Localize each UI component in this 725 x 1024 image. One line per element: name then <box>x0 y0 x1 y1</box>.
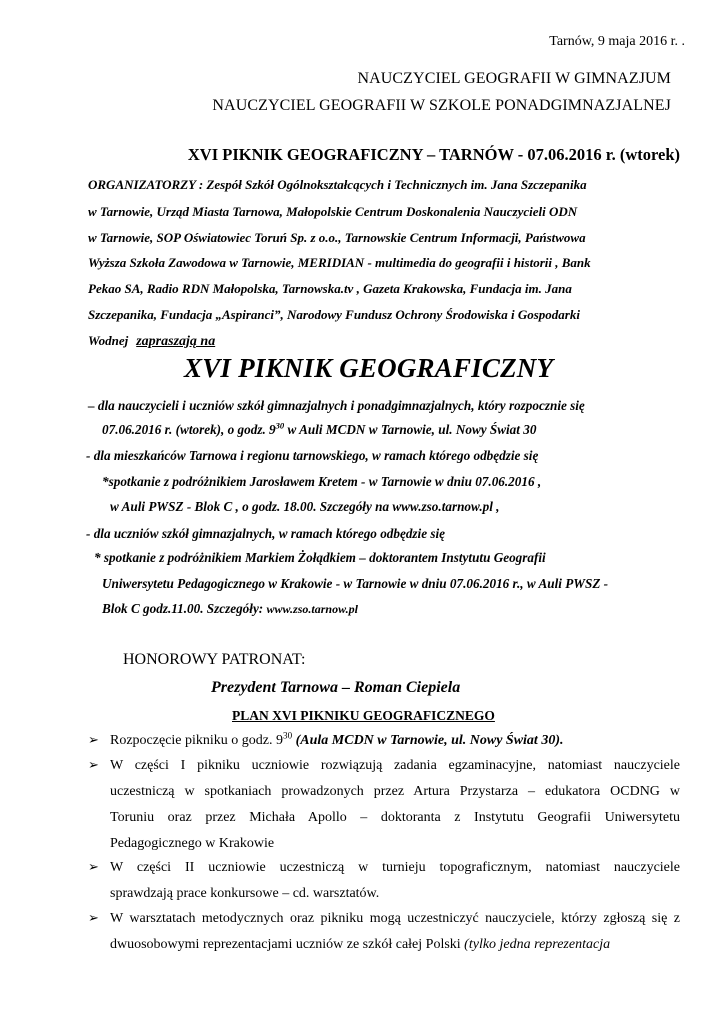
plan-item-line: Pedagogicznego w Krakowie <box>110 836 275 851</box>
website-link[interactable]: www.zso.tarnow.pl <box>266 602 358 616</box>
patron-name: Prezydent Tarnowa – Roman Ciepiela <box>211 679 461 696</box>
plan-item-line: W warsztatach metodycznych oraz pikniku mogą uczestniczyć nauczyciele, którzy zgłoszą się z <box>110 911 680 926</box>
plan-item-line: W części I pikniku uczniowie rozwiązują zadania egzaminacyjne, natomiast nauczyciele <box>110 758 680 773</box>
description-line: - dla mieszkańców Tarnowa i regionu tarnowskiego, w ramach którego odbędzie się <box>86 448 539 463</box>
plan-item-line: uczestniczą w spotkaniach prowadzonych przez Artura Przystarza – edukatora OCDNG w <box>110 784 680 799</box>
bullet-arrow-icon: ➢ <box>88 859 99 874</box>
bullet-arrow-icon: ➢ <box>88 732 99 747</box>
description-line: Uniwersytetu Pedagogicznego w Krakowie - w Tarnowie w dniu 07.06.2016 r., w Auli PWSZ - <box>102 576 609 591</box>
description-line: w Auli PWSZ - Blok C , o godz. 18.00. Szczegóły na www.zso.tarnow.pl , <box>110 499 500 514</box>
organizers-line: Pekao SA, Radio RDN Małopolska, Tarnowska.tv , Gazeta Krakowska, Fundacja im. Jana <box>88 281 572 296</box>
big-title: XVI PIKNIK GEOGRAFICZNY <box>184 353 554 383</box>
plan-item-bold: (Aula MCDN w Tarnowie, ul. Nowy Świat 30). <box>295 733 564 748</box>
header-line-2: NAUCZYCIEL GEOGRAFII W SZKOLE PONADGIMNAZJALNEJ <box>212 97 671 114</box>
description-text: Blok C godz.11.00. Szczegóły: <box>102 601 267 616</box>
organizers-line: Wyższa Szkoła Zawodowa w Tarnowie, MERIDIAN - multimedia do geografii i historii , Bank <box>88 255 591 270</box>
plan-item-line: W części II uczniowie uczestniczą w turnieju topograficznym, natomiast nauczyciele <box>110 860 680 875</box>
description-line: * spotkanie z podróżnikiem Markiem Żołądkiem – doktorantem Instytutu Geografii <box>94 550 546 565</box>
description-line: - dla uczniów szkół gimnazjalnych, w ramach którego odbędzie się <box>86 526 446 541</box>
invite-word: zapraszają na <box>136 334 216 349</box>
organizers-line: ORGANIZATORZY : Zespół Szkół Ogólnokształcących i Technicznych im. Jana Szczepanika <box>88 177 587 192</box>
description-line <box>102 422 536 438</box>
time-superscript: 30 <box>283 730 293 741</box>
organizers-line-last <box>88 333 215 350</box>
description-text: w Auli MCDN w Tarnowie, ul. Nowy Świat 30 <box>284 422 537 437</box>
organizers-line: w Tarnowie, Urząd Miasta Tarnowa, Małopolskie Centrum Doskonalenia Nauczycieli ODN <box>88 204 578 219</box>
plan-item-part: dwuosobowymi reprezentacjami uczniów ze szkół całej Polski <box>110 937 465 952</box>
plan-item-part: Rozpoczęcie pikniku o godz. 9 <box>110 733 284 748</box>
organizers-line: w Tarnowie, SOP Oświatowiec Toruń Sp. z o.o., Tarnowskie Centrum Informacji, Państwowa <box>88 230 586 245</box>
organizers-text: Wodnej <box>88 333 129 348</box>
plan-title: PLAN XVI PIKNIKU GEOGRAFICZNEGO <box>232 708 495 723</box>
plan-item-italic: (tylko jedna reprezentacja <box>464 937 611 952</box>
plan-item-text <box>110 728 680 754</box>
plan-item-line: Toruniu oraz przez Michała Apollo – doktoranta z Instytutu Geografii Uniwersytetu <box>110 810 680 825</box>
organizers-line: Szczepanika, Fundacja „Aspiranci”, Narodowy Fundusz Ochrony Środowiska i Gospodarki <box>88 307 580 322</box>
bullet-arrow-icon: ➢ <box>88 910 99 925</box>
patronage-label: HONOROWY PATRONAT: <box>123 651 306 668</box>
bullet-arrow-icon: ➢ <box>88 757 99 772</box>
time-superscript: 30 <box>275 420 285 431</box>
header-line-1: NAUCZYCIEL GEOGRAFII W GIMNAZJUM <box>357 70 671 87</box>
plan-item-line <box>110 932 680 958</box>
description-text: 07.06.2016 r. (wtorek), o godz. 9 <box>102 422 276 437</box>
description-line <box>102 601 358 617</box>
date-line: Tarnów, 9 maja 2016 r. . <box>549 34 685 49</box>
description-line: *spotkanie z podróżnikiem Jarosławem Kretem - w Tarnowie w dniu 07.06.2016 , <box>102 474 542 489</box>
plan-item-line: sprawdzają prace konkursowe – cd. warsztatów. <box>110 886 380 901</box>
event-heading: XVI PIKNIK GEOGRAFICZNY – TARNÓW - 07.06.2016 r. (wtorek) <box>187 145 680 164</box>
description-line: – dla nauczycieli i uczniów szkół gimnazjalnych i ponadgimnazjalnych, który rozpocznie się <box>88 398 585 413</box>
